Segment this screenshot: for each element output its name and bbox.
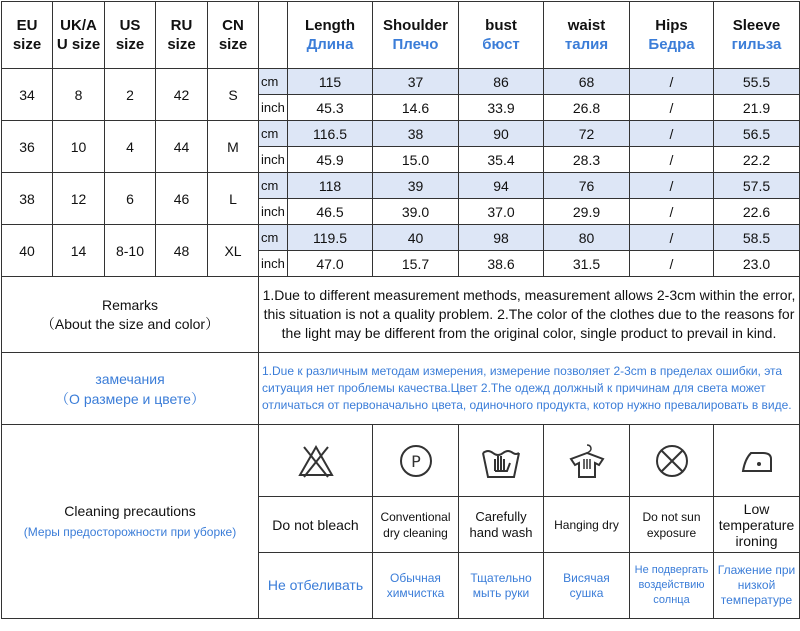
measure-cm-cell: / xyxy=(630,173,714,199)
unit-inch: inch xyxy=(259,251,288,277)
care-label-ru: Глажение при низкой температуре xyxy=(714,553,800,619)
remarks-text-en: 1.Due to different measurement methods, measurement allows 2-3cm within the error, this situation is not a quality problem. 2.The color of the clothes due to the reasons for the light may be different from the original color, single product to prevail in kind. xyxy=(259,277,800,353)
size-cell-cn: S xyxy=(208,69,259,121)
measure-cm-cell: 56.5 xyxy=(714,121,800,147)
unit-cm: cm xyxy=(259,225,288,251)
measure-cm-cell: 119.5 xyxy=(288,225,373,251)
size-cell-us: 6 xyxy=(105,173,156,225)
measure-cm-cell: 86 xyxy=(459,69,544,95)
hand-wash-icon xyxy=(459,425,544,497)
measure-inch-cell: / xyxy=(630,199,714,225)
care-label-en: Do not sun exposure xyxy=(630,497,714,553)
care-label-en: Low temperature ironing xyxy=(714,497,800,553)
unit-cm: cm xyxy=(259,121,288,147)
size-cell-ru: 48 xyxy=(156,225,208,277)
measure-inch-cell: 26.8 xyxy=(544,95,630,121)
measure-cm-cell: / xyxy=(630,69,714,95)
measure-inch-cell: 21.9 xyxy=(714,95,800,121)
size-cell-eu: 40 xyxy=(2,225,53,277)
measure-inch-cell: / xyxy=(630,95,714,121)
measure-cm-cell: 90 xyxy=(459,121,544,147)
no-bleach-icon xyxy=(259,425,373,497)
size-cell-ru: 46 xyxy=(156,173,208,225)
size-cell-uk: 10 xyxy=(53,121,105,173)
measure-cm-cell: 76 xyxy=(544,173,630,199)
measure-inch-cell: 46.5 xyxy=(288,199,373,225)
cleaning-title-ru: (Меры предосторожности при уборке) xyxy=(23,525,237,539)
measure-inch-cell: 15.7 xyxy=(373,251,459,277)
size-cell-us: 8-10 xyxy=(105,225,156,277)
header-eu-size: EU size xyxy=(2,2,53,69)
measure-cm-cell: 116.5 xyxy=(288,121,373,147)
size-cell-ru: 44 xyxy=(156,121,208,173)
size-rows xyxy=(2,69,800,277)
care-label-ru: Висячая сушка xyxy=(544,553,630,619)
size-cell-eu: 34 xyxy=(2,69,53,121)
remarks-en-row xyxy=(2,277,800,353)
measure-cm-cell: 40 xyxy=(373,225,459,251)
care-label-ru: Тщательно мыть руки xyxy=(459,553,544,619)
measure-inch-cell: / xyxy=(630,147,714,173)
measure-inch-cell: 45.3 xyxy=(288,95,373,121)
dry-clean-icon xyxy=(373,425,459,497)
size-cell-cn: XL xyxy=(208,225,259,277)
care-label-en: Hanging dry xyxy=(544,497,630,553)
size-row-cm xyxy=(2,225,800,251)
measure-inch-cell: 22.2 xyxy=(714,147,800,173)
measure-inch-cell: 38.6 xyxy=(459,251,544,277)
header-cn-size: CN size xyxy=(208,2,259,69)
measure-cm-cell: 94 xyxy=(459,173,544,199)
size-cell-eu: 36 xyxy=(2,121,53,173)
unit-cm: cm xyxy=(259,69,288,95)
hanging-dry-icon xyxy=(544,425,630,497)
measure-cm-cell: 39 xyxy=(373,173,459,199)
remarks-title-ru: замечания xyxy=(95,370,165,387)
measure-inch-cell: 23.0 xyxy=(714,251,800,277)
measure-inch-cell: 22.6 xyxy=(714,199,800,225)
measure-cm-cell: 57.5 xyxy=(714,173,800,199)
measure-cm-cell: 55.5 xyxy=(714,69,800,95)
care-label-en: Do not bleach xyxy=(259,497,373,553)
measure-cm-cell: 80 xyxy=(544,225,630,251)
measure-cm-cell: / xyxy=(630,121,714,147)
unit-inch: inch xyxy=(259,95,288,121)
measure-inch-cell: 28.3 xyxy=(544,147,630,173)
header-shoulder: Shoulder Плечо xyxy=(373,2,459,69)
measure-cm-cell: 115 xyxy=(288,69,373,95)
measure-inch-cell: 35.4 xyxy=(459,147,544,173)
header-sleeve: Sleeve гильза xyxy=(714,2,800,69)
header-length: Length Длина xyxy=(288,2,373,69)
header-hips: Hips Бедра xyxy=(630,2,714,69)
measure-cm-cell: 98 xyxy=(459,225,544,251)
size-cell-us: 4 xyxy=(105,121,156,173)
size-cell-cn: L xyxy=(208,173,259,225)
care-label-en: Conventional dry cleaning xyxy=(373,497,459,553)
header-uk-size: UK/A U size xyxy=(53,2,105,69)
size-row-cm xyxy=(2,69,800,95)
low-iron-icon xyxy=(714,425,800,497)
measure-cm-cell: 68 xyxy=(544,69,630,95)
measure-cm-cell: / xyxy=(630,225,714,251)
header-us-size: US size xyxy=(105,2,156,69)
remarks-subtitle-ru: （О размере и цвете） xyxy=(55,390,205,407)
size-chart-table xyxy=(1,1,800,619)
cleaning-label xyxy=(2,425,259,619)
cleaning-icons-row xyxy=(2,425,800,497)
remarks-subtitle: （About the size and color） xyxy=(40,315,220,332)
measure-inch-cell: 14.6 xyxy=(373,95,459,121)
measure-inch-cell: 47.0 xyxy=(288,251,373,277)
cleaning-title: Cleaning precautions xyxy=(64,503,196,519)
care-label-ru: Обычная химчистка xyxy=(373,553,459,619)
unit-cm: cm xyxy=(259,173,288,199)
care-label-en: Carefully hand wash xyxy=(459,497,544,553)
unit-inch: inch xyxy=(259,199,288,225)
size-cell-cn: M xyxy=(208,121,259,173)
header-row xyxy=(2,2,800,69)
size-cell-uk: 12 xyxy=(53,173,105,225)
header-waist: waist талия xyxy=(544,2,630,69)
measure-cm-cell: 37 xyxy=(373,69,459,95)
measure-cm-cell: 72 xyxy=(544,121,630,147)
header-bust: bust бюст xyxy=(459,2,544,69)
measure-inch-cell: 15.0 xyxy=(373,147,459,173)
remarks-title: Remarks xyxy=(101,296,158,313)
measure-inch-cell: / xyxy=(630,251,714,277)
remarks-label-ru xyxy=(2,353,259,425)
header-unit-blank xyxy=(259,2,288,69)
size-cell-uk: 8 xyxy=(53,69,105,121)
measure-cm-cell: 118 xyxy=(288,173,373,199)
measure-cm-cell: 58.5 xyxy=(714,225,800,251)
no-sun-icon xyxy=(630,425,714,497)
measure-inch-cell: 29.9 xyxy=(544,199,630,225)
size-cell-us: 2 xyxy=(105,69,156,121)
remarks-label-en xyxy=(2,277,259,353)
size-cell-eu: 38 xyxy=(2,173,53,225)
measure-inch-cell: 45.9 xyxy=(288,147,373,173)
measure-inch-cell: 37.0 xyxy=(459,199,544,225)
size-row-cm xyxy=(2,121,800,147)
remarks-text-ru: 1.Due к различным методам измерения, измерение позволяет 2-3cm в пределах ошибки, эта ситуация нет проблемы качества.Цвет 2.The одежд должный к причинам для света может отличаться от первоначально цвета, одиночного продукта, котор нужно превалировать в виде. xyxy=(259,353,800,425)
unit-inch: inch xyxy=(259,147,288,173)
care-label-ru: Не подвергать воздействию солнца xyxy=(630,553,714,619)
header-ru-size: RU size xyxy=(156,2,208,69)
size-cell-ru: 42 xyxy=(156,69,208,121)
size-cell-uk: 14 xyxy=(53,225,105,277)
size-row-cm xyxy=(2,173,800,199)
measure-inch-cell: 39.0 xyxy=(373,199,459,225)
care-label-ru: Не отбеливать xyxy=(259,553,373,619)
svg-text:P: P xyxy=(410,451,421,471)
measure-inch-cell: 33.9 xyxy=(459,95,544,121)
measure-inch-cell: 31.5 xyxy=(544,251,630,277)
measure-cm-cell: 38 xyxy=(373,121,459,147)
remarks-ru-row xyxy=(2,353,800,425)
